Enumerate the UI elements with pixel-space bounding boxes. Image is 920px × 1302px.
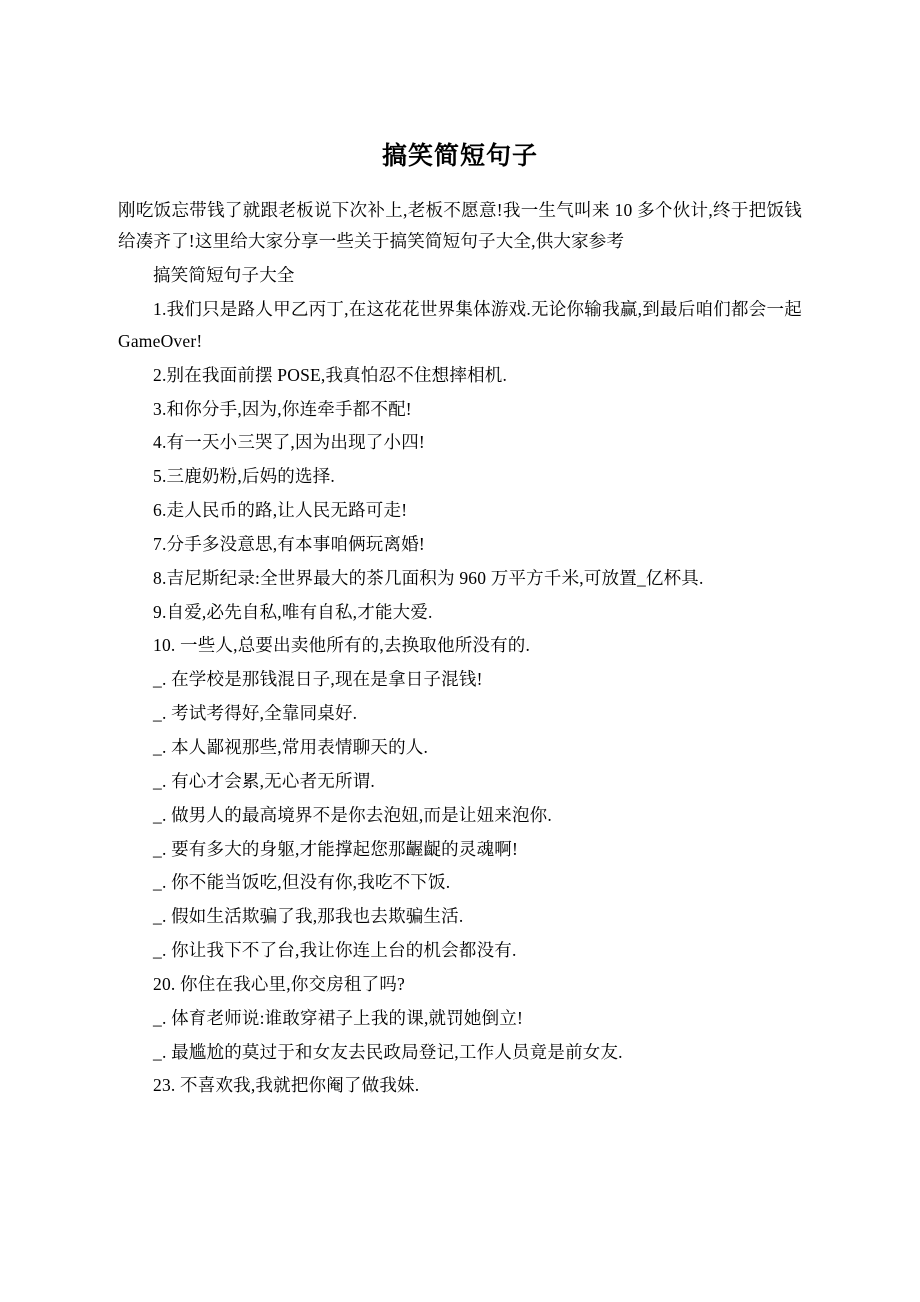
section-heading: 搞笑简短句子大全 <box>153 265 295 286</box>
intro-paragraph: 刚吃饭忘带钱了就跟老板说下次补上,老板不愿意!我一生气叫来 10 多个伙计,终于把饭钱给凑齐了!这里给大家分享一些关于搞笑简短句子大全,供大家参考 <box>118 199 802 252</box>
list-item: 3.和你分手,因为,你连牵手都不配! <box>153 398 412 419</box>
list-item: _. 体育老师说:谁敢穿裙子上我的课,就罚她倒立! <box>153 1007 524 1028</box>
list-item: 6.走人民币的路,让人民无路可走! <box>153 500 408 521</box>
list-item: _. 你让我下不了台,我让你连上台的机会都没有. <box>153 940 517 961</box>
list-item: _. 考试考得好,全靠同桌好. <box>153 703 358 724</box>
list-item: 8.吉尼斯纪录:全世界最大的茶几面积为 960 万平方千米,可放置_亿杯具. <box>153 567 704 588</box>
list-item: 20. 你住在我心里,你交房租了吗? <box>153 973 405 994</box>
list-item: _. 有心才会累,无心者无所谓. <box>153 770 375 791</box>
list-item: _. 你不能当饭吃,但没有你,我吃不下饭. <box>153 872 451 893</box>
list-item: _. 在学校是那钱混日子,现在是拿日子混钱! <box>153 669 483 690</box>
list-item: 23. 不喜欢我,我就把你阉了做我妹. <box>153 1075 420 1096</box>
list-item: 2.别在我面前摆 POSE,我真怕忍不住想摔相机. <box>153 364 508 385</box>
list-item: _. 最尴尬的莫过于和女友去民政局登记,工作人员竟是前女友. <box>153 1041 623 1062</box>
list-item: 9.自爱,必先自私,唯有自私,才能大爱. <box>153 601 433 622</box>
list-item: 7.分手多没意思,有本事咱俩玩离婚! <box>153 533 425 554</box>
list-item: 5.三鹿奶粉,后妈的选择. <box>153 466 335 487</box>
list-item: _. 做男人的最高境界不是你去泡妞,而是让妞来泡你. <box>153 804 552 825</box>
list-item: _. 假如生活欺骗了我,那我也去欺骗生活. <box>153 906 464 927</box>
list-item: _. 要有多大的身躯,才能撑起您那齷齪的灵魂啊! <box>153 838 519 859</box>
list-item: 4.有一天小三哭了,因为出现了小四! <box>153 432 425 453</box>
page-title: 搞笑简短句子 <box>381 142 538 170</box>
list-item: 1.我们只是路人甲乙丙丁,在这花花世界集体游戏.无论你输我赢,到最后咱们都会一起 GameOver! <box>118 299 802 351</box>
list-item: _. 本人鄙视那些,常用表情聊天的人. <box>153 737 429 757</box>
list-item: 10. 一些人,总要出卖他所有的,去换取他所没有的. <box>153 635 531 656</box>
